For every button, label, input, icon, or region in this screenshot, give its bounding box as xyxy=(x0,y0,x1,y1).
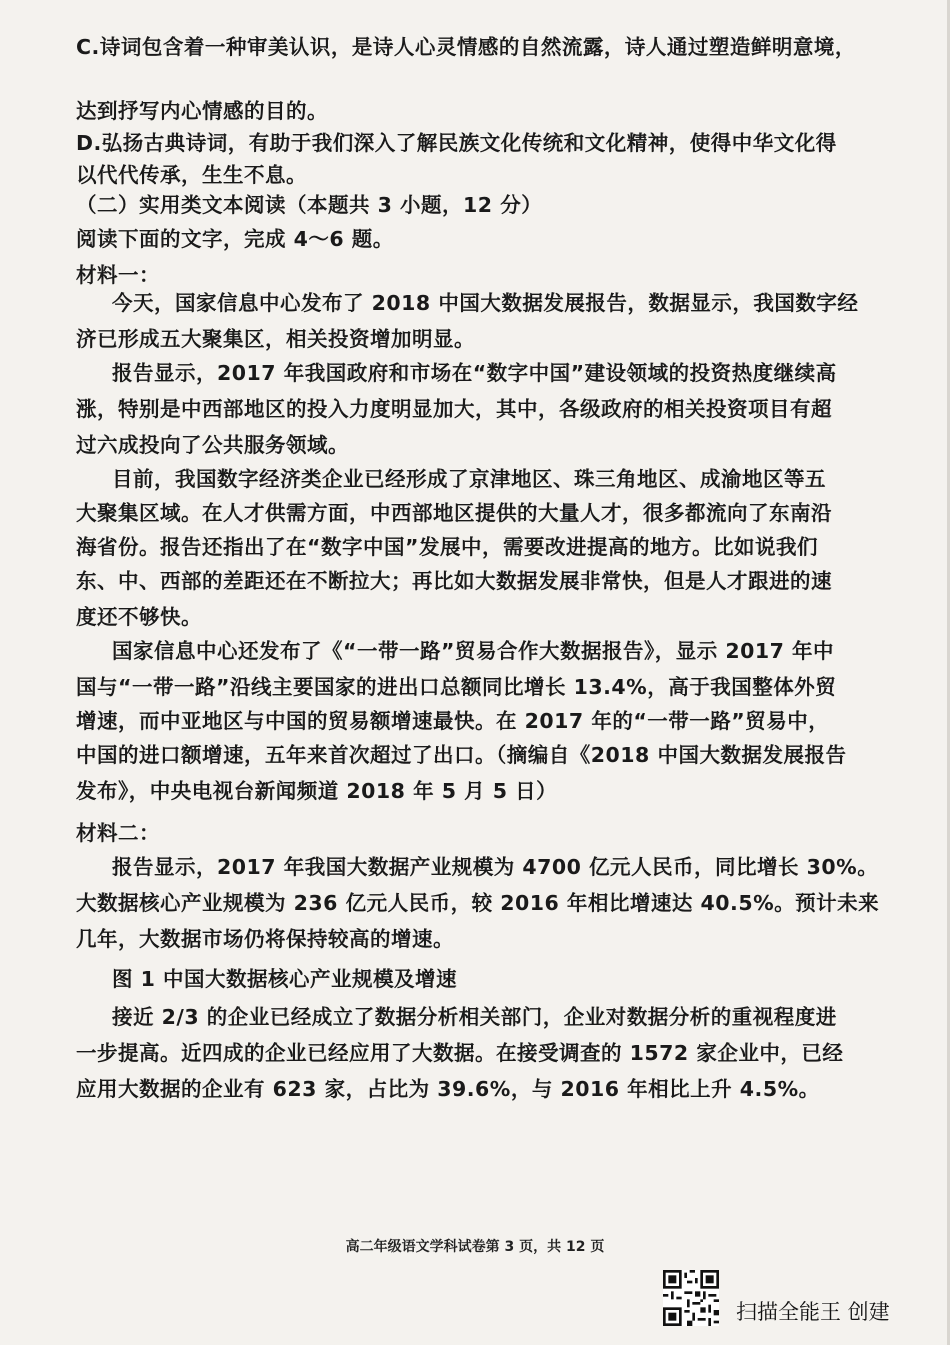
text-line: 目前，我国数字经济类企业已经形成了京津地区、珠三角地区、成渝地区等五 xyxy=(112,467,826,491)
text-line: 涨，特别是中西部地区的投入力度明显加大，其中，各级政府的相关投资项目有超 xyxy=(76,397,832,421)
text-line: 海省份。报告还指出了在“数字中国”发展中，需要改进提高的地方。比如说我们 xyxy=(76,535,818,559)
material-heading: 材料一： xyxy=(76,263,160,287)
text-line: 中国的进口额增速，五年来首次超过了出口。（摘编自《2018 中国大数据发展报告 xyxy=(76,743,847,767)
text-line: 报告显示，2017 年我国大数据产业规模为 4700 亿元人民币，同比增长 30%。 xyxy=(112,855,879,879)
text-line: 国家信息中心还发布了《“一带一路”贸易合作大数据报告》，显示 2017 年中 xyxy=(112,639,835,663)
text-line: 增速，而中亚地区与中国的贸易额增速最快。在 2017 年的“一带一路”贸易中， xyxy=(76,709,830,733)
qr-code-icon xyxy=(663,1270,719,1326)
figure-caption: 图 1 中国大数据核心产业规模及增速 xyxy=(112,967,458,991)
text-line: 几年，大数据市场仍将保持较高的增速。 xyxy=(76,927,454,951)
text-line: 发布》，中央电视台新闻频道 2018 年 5 月 5 日） xyxy=(76,779,558,803)
text-line: D.弘扬古典诗词，有助于我们深入了解民族文化传统和文化精神，使得中华文化得 xyxy=(76,131,837,155)
section-heading: （二）实用类文本阅读（本题共 3 小题，12 分） xyxy=(76,193,543,217)
text-line: 大数据核心产业规模为 236 亿元人民币，较 2016 年相比增速达 40.5%。预计未来 xyxy=(76,891,880,915)
text-line: 达到抒写内心情感的目的。 xyxy=(76,99,328,123)
text-line: 国与“一带一路”沿线主要国家的进出口总额同比增长 13.4%，高于我国整体外贸 xyxy=(76,675,837,699)
text-line: 东、中、西部的差距还在不断拉大；再比如大数据发展非常快，但是人才跟进的速 xyxy=(76,569,832,593)
text-line: 今天，国家信息中心发布了 2018 中国大数据发展报告，数据显示，我国数字经 xyxy=(112,291,859,315)
instruction: 阅读下面的文字，完成 4～6 题。 xyxy=(76,227,394,251)
text-line: 一步提高。近四成的企业已经应用了大数据。在接受调查的 1572 家企业中，已经 xyxy=(76,1041,844,1065)
text-line: C.诗词包含着一种审美认识，是诗人心灵情感的自然流露，诗人通过塑造鲜明意境， xyxy=(76,35,856,59)
scanner-watermark: 扫描全能王 创建 xyxy=(736,1300,890,1324)
text-line: 大聚集区域。在人才供需方面，中西部地区提供的大量人才，很多都流向了东南沿 xyxy=(76,501,832,525)
text-line: 报告显示，2017 年我国政府和市场在“数字中国”建设领域的投资热度继续高 xyxy=(112,361,837,385)
text-line: 过六成投向了公共服务领域。 xyxy=(76,433,349,457)
material-heading: 材料二： xyxy=(76,821,160,845)
text-line: 度还不够快。 xyxy=(76,605,202,629)
text-line: 济已形成五大聚集区，相关投资增加明显。 xyxy=(76,327,475,351)
page-footer: 高二年级语文学科试卷第 3 页，共 12 页 xyxy=(345,1239,605,1255)
text-line: 以代代传承，生生不息。 xyxy=(76,163,307,187)
text-line: 应用大数据的企业有 623 家，占比为 39.6%，与 2016 年相比上升 4.5%。 xyxy=(76,1077,820,1101)
text-line: 接近 2/3 的企业已经成立了数据分析相关部门，企业对数据分析的重视程度进 xyxy=(112,1005,837,1029)
